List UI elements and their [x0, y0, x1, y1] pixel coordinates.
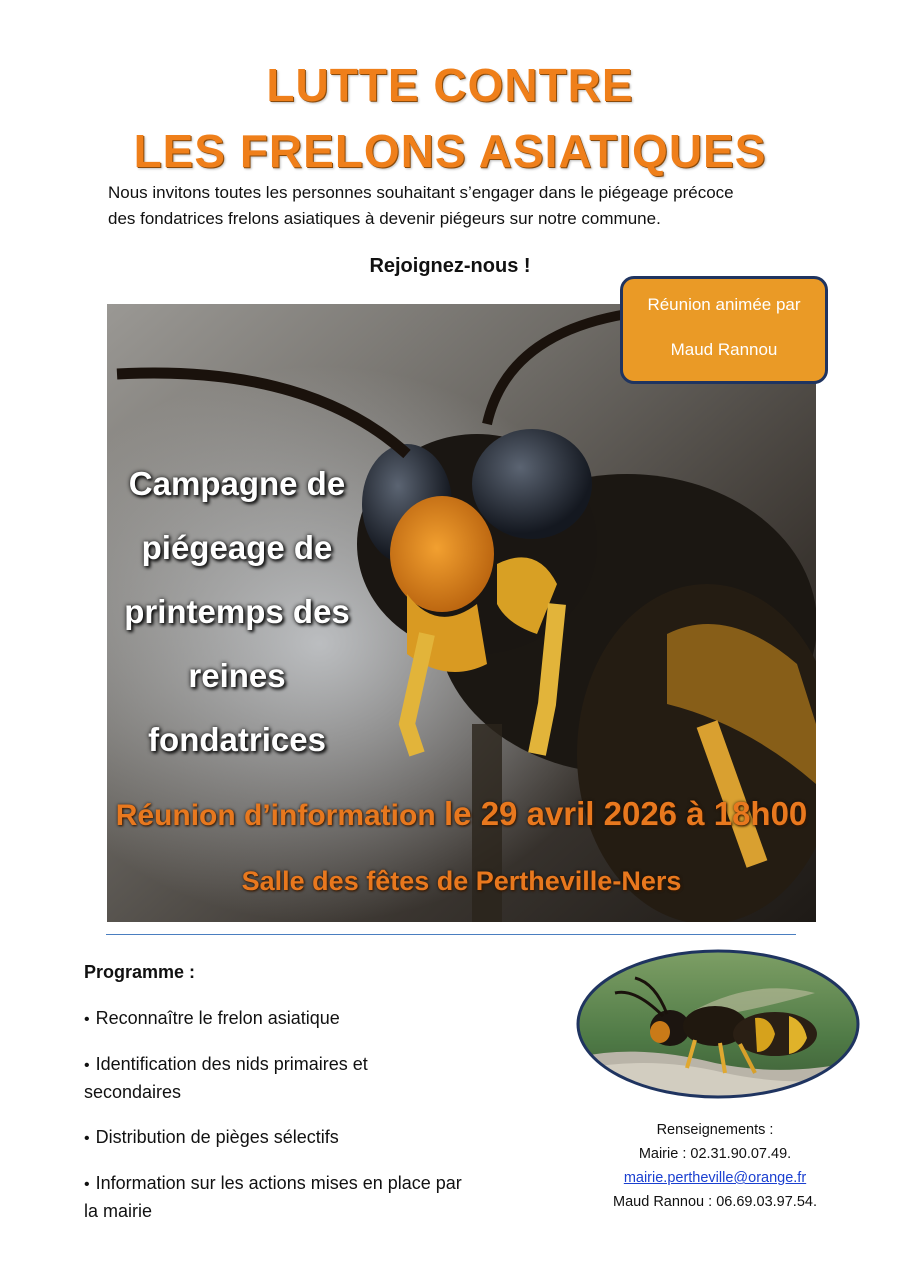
- campaign-text: [112, 452, 362, 772]
- title-line-2: LES FRELONS ASIATIQUES: [133, 125, 767, 177]
- programme-item-text: Distribution de pièges sélectifs: [95, 1127, 339, 1147]
- intro-paragraph: [108, 180, 798, 232]
- intro-line-1: Nous invitons toutes les personnes souhaitant s’engager dans le piégeage précoce: [108, 183, 734, 202]
- programme-item: [84, 1124, 504, 1152]
- maud-phone: Maud Rannou : 06.69.03.97.54.: [613, 1194, 817, 1210]
- host-name: Maud Rannou: [670, 340, 778, 359]
- join-heading: Rejoignez-nous !: [369, 255, 531, 277]
- programme-heading: Programme :: [84, 962, 196, 982]
- hornet-oval-photo: [575, 948, 861, 1100]
- bullet-icon: •: [84, 1057, 90, 1074]
- campaign-line-4: reines: [188, 657, 286, 694]
- divider-line: [106, 934, 796, 935]
- contact-heading: Renseignements :: [656, 1122, 774, 1138]
- hornet-oval-illustration: [575, 948, 861, 1100]
- meeting-announcement: [107, 795, 816, 833]
- meeting-date: le 29 avril 2026 à 18h00: [444, 795, 808, 832]
- campaign-line-5: fondatrices: [148, 721, 326, 758]
- bullet-icon: •: [84, 1011, 90, 1028]
- host-callout-line-1: Réunion animée par: [647, 295, 801, 314]
- programme-item: [84, 1005, 504, 1033]
- programme-item: [84, 1170, 504, 1225]
- intro-line-2: des fondatrices frelons asiatiques à devenir piégeurs sur notre commune.: [108, 209, 661, 228]
- meeting-label: Réunion d’information: [115, 799, 436, 832]
- campaign-line-2: piégeage de: [141, 529, 333, 566]
- email-link[interactable]: mairie.pertheville@orange.fr: [623, 1170, 807, 1186]
- bullet-icon: •: [84, 1130, 90, 1147]
- programme-item-text: Reconnaître le frelon asiatique: [95, 1008, 340, 1028]
- campaign-line-3: printemps des: [124, 593, 350, 630]
- meeting-venue: Salle des fêtes de Pertheville-Ners: [241, 866, 682, 896]
- programme-list: [84, 1005, 504, 1243]
- campaign-line-1: Campagne de: [128, 465, 346, 502]
- programme-item: [84, 1051, 504, 1106]
- mairie-phone: Mairie : 02.31.90.07.49.: [638, 1146, 792, 1162]
- contact-block: [590, 1118, 840, 1214]
- title-line-1: LUTTE CONTRE: [266, 59, 634, 111]
- programme-item-text: Identification des nids primaires et: [95, 1054, 368, 1074]
- programme-item-text-continued: secondaires: [84, 1082, 182, 1102]
- host-callout: [620, 276, 828, 384]
- programme-item-text: Information sur les actions mises en place par: [95, 1173, 462, 1193]
- bullet-icon: •: [84, 1176, 90, 1193]
- programme-item-text-continued: la mairie: [84, 1201, 153, 1221]
